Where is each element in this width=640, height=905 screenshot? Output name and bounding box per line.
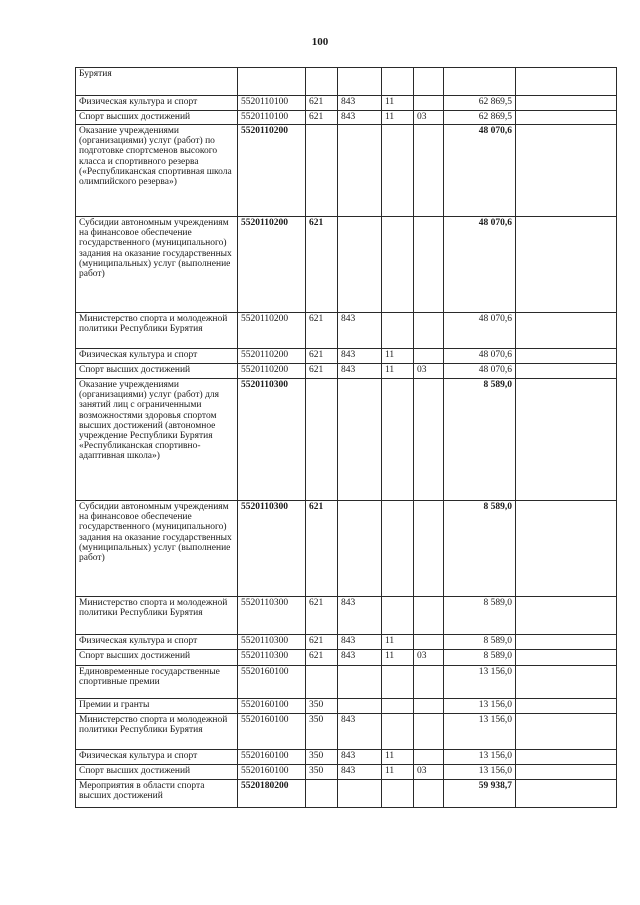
row-name-cell: Оказание учреждениями (организациями) услуг (работ) для занятий лиц с ограниченными возможностями здоровья спортом высших достижений (автономное учреждение Республики Бурятия «Республиканская спортивно-адаптивная школа»)	[76, 379, 238, 501]
amount-cell: 62 869,5	[444, 111, 516, 125]
expense-type-cell: 621	[306, 217, 338, 313]
section-cell	[382, 68, 414, 96]
target-article-cell: 5520110100	[238, 96, 306, 111]
ministry-code-cell	[338, 68, 382, 96]
ministry-code-cell: 843	[338, 597, 382, 635]
table-row	[76, 313, 617, 349]
section-cell	[382, 313, 414, 349]
amount-cell: 13 156,0	[444, 750, 516, 765]
subsection-cell	[414, 313, 444, 349]
ministry-code-cell: 843	[338, 349, 382, 364]
expense-type-cell: 350	[306, 765, 338, 780]
expense-type-cell: 350	[306, 714, 338, 750]
target-article-cell	[238, 68, 306, 96]
ministry-code-cell: 843	[338, 313, 382, 349]
ministry-code-cell: 843	[338, 750, 382, 765]
target-article-cell: 5520160100	[238, 765, 306, 780]
amount-cell: 48 070,6	[444, 364, 516, 379]
empty-cell	[516, 780, 617, 808]
amount-cell: 8 589,0	[444, 650, 516, 666]
table-row	[76, 635, 617, 650]
row-name-cell: Спорт высших достижений	[76, 765, 238, 780]
target-article-cell: 5520110200	[238, 349, 306, 364]
subsection-cell	[414, 217, 444, 313]
amount-cell: 48 070,6	[444, 125, 516, 217]
empty-cell	[516, 765, 617, 780]
subsection-cell	[414, 666, 444, 699]
subsection-cell: 03	[414, 364, 444, 379]
row-name-cell: Министерство спорта и молодежной политики Республики Бурятия	[76, 313, 238, 349]
section-cell	[382, 125, 414, 217]
table-row	[76, 125, 617, 217]
expense-type-cell: 621	[306, 96, 338, 111]
section-cell	[382, 666, 414, 699]
target-article-cell: 5520160100	[238, 699, 306, 714]
subsection-cell	[414, 501, 444, 597]
ministry-code-cell	[338, 780, 382, 808]
ministry-code-cell: 843	[338, 714, 382, 750]
subsection-cell	[414, 597, 444, 635]
empty-cell	[516, 96, 617, 111]
section-cell	[382, 780, 414, 808]
ministry-code-cell	[338, 501, 382, 597]
table-row	[76, 217, 617, 313]
section-cell	[382, 699, 414, 714]
section-cell: 11	[382, 765, 414, 780]
section-cell: 11	[382, 96, 414, 111]
empty-cell	[516, 313, 617, 349]
empty-cell	[516, 699, 617, 714]
row-name-cell: Бурятия	[76, 68, 238, 96]
expense-type-cell: 621	[306, 597, 338, 635]
subsection-cell: 03	[414, 650, 444, 666]
subsection-cell: 03	[414, 111, 444, 125]
section-cell: 11	[382, 349, 414, 364]
subsection-cell	[414, 714, 444, 750]
amount-cell: 8 589,0	[444, 635, 516, 650]
subsection-cell	[414, 379, 444, 501]
target-article-cell: 5520110300	[238, 635, 306, 650]
subsection-cell	[414, 349, 444, 364]
section-cell: 11	[382, 750, 414, 765]
row-name-cell: Физическая культура и спорт	[76, 750, 238, 765]
amount-cell: 13 156,0	[444, 666, 516, 699]
section-cell: 11	[382, 111, 414, 125]
target-article-cell: 5520110200	[238, 313, 306, 349]
row-name-cell: Премии и гранты	[76, 699, 238, 714]
empty-cell	[516, 68, 617, 96]
table-row	[76, 379, 617, 501]
empty-cell	[516, 714, 617, 750]
table-row	[76, 68, 617, 96]
empty-cell	[516, 125, 617, 217]
amount-cell: 13 156,0	[444, 765, 516, 780]
empty-cell	[516, 501, 617, 597]
expense-type-cell: 621	[306, 635, 338, 650]
row-name-cell: Физическая культура и спорт	[76, 96, 238, 111]
target-article-cell: 5520110300	[238, 379, 306, 501]
target-article-cell: 5520110100	[238, 111, 306, 125]
row-name-cell: Субсидии автономным учреждениям на финансовое обеспечение государственного (муниципального) задания на оказание государственных (муниципальных) услуг (выполнение работ)	[76, 217, 238, 313]
table-row	[76, 780, 617, 808]
expense-type-cell: 350	[306, 750, 338, 765]
expense-type-cell: 621	[306, 349, 338, 364]
subsection-cell	[414, 96, 444, 111]
row-name-cell: Министерство спорта и молодежной политики Республики Бурятия	[76, 597, 238, 635]
expense-type-cell: 350	[306, 699, 338, 714]
row-name-cell: Министерство спорта и молодежной политики Республики Бурятия	[76, 714, 238, 750]
target-article-cell: 5520110200	[238, 217, 306, 313]
target-article-cell: 5520180200	[238, 780, 306, 808]
table-row	[76, 666, 617, 699]
amount-cell: 48 070,6	[444, 217, 516, 313]
empty-cell	[516, 111, 617, 125]
empty-cell	[516, 750, 617, 765]
section-cell: 11	[382, 650, 414, 666]
table-row	[76, 364, 617, 379]
row-name-cell: Оказание учреждениями (организациями) услуг (работ) по подготовке спортсменов высокого класса и спортивного резерва («Республиканская спортивная школа олимпийского резерва»)	[76, 125, 238, 217]
amount-cell: 59 938,7	[444, 780, 516, 808]
row-name-cell: Мероприятия в области спорта высших достижений	[76, 780, 238, 808]
subsection-cell: 03	[414, 765, 444, 780]
ministry-code-cell	[338, 379, 382, 501]
expense-type-cell	[306, 379, 338, 501]
target-article-cell: 5520160100	[238, 714, 306, 750]
expense-type-cell	[306, 68, 338, 96]
target-article-cell: 5520110300	[238, 650, 306, 666]
subsection-cell	[414, 68, 444, 96]
ministry-code-cell: 843	[338, 364, 382, 379]
table-row	[76, 96, 617, 111]
subsection-cell	[414, 125, 444, 217]
section-cell	[382, 379, 414, 501]
section-cell	[382, 501, 414, 597]
ministry-code-cell: 843	[338, 111, 382, 125]
expense-type-cell	[306, 780, 338, 808]
target-article-cell: 5520110200	[238, 364, 306, 379]
expense-type-cell: 621	[306, 111, 338, 125]
ministry-code-cell	[338, 699, 382, 714]
amount-cell: 62 869,5	[444, 96, 516, 111]
ministry-code-cell	[338, 217, 382, 313]
ministry-code-cell: 843	[338, 765, 382, 780]
section-cell: 11	[382, 364, 414, 379]
empty-cell	[516, 597, 617, 635]
table-row	[76, 699, 617, 714]
table-row	[76, 501, 617, 597]
table-row	[76, 650, 617, 666]
section-cell	[382, 597, 414, 635]
amount-cell: 8 589,0	[444, 379, 516, 501]
table-row	[76, 750, 617, 765]
target-article-cell: 5520160100	[238, 666, 306, 699]
row-name-cell: Физическая культура и спорт	[76, 349, 238, 364]
table-row	[76, 765, 617, 780]
section-cell	[382, 714, 414, 750]
empty-cell	[516, 635, 617, 650]
subsection-cell	[414, 780, 444, 808]
empty-cell	[516, 217, 617, 313]
row-name-cell: Единовременные государственные спортивные премии	[76, 666, 238, 699]
empty-cell	[516, 364, 617, 379]
section-cell	[382, 217, 414, 313]
amount-cell: 13 156,0	[444, 699, 516, 714]
table-row	[76, 349, 617, 364]
row-name-cell: Спорт высших достижений	[76, 364, 238, 379]
expense-type-cell: 621	[306, 364, 338, 379]
row-name-cell: Спорт высших достижений	[76, 111, 238, 125]
ministry-code-cell	[338, 125, 382, 217]
table-body	[76, 68, 617, 808]
expense-type-cell	[306, 125, 338, 217]
empty-cell	[516, 650, 617, 666]
amount-cell: 8 589,0	[444, 501, 516, 597]
ministry-code-cell: 843	[338, 96, 382, 111]
row-name-cell: Субсидии автономным учреждениям на финансовое обеспечение государственного (муниципального) задания на оказание государственных (муниципальных) услуг (выполнение работ)	[76, 501, 238, 597]
amount-cell: 48 070,6	[444, 313, 516, 349]
budget-table	[75, 67, 617, 808]
amount-cell: 48 070,6	[444, 349, 516, 364]
table-row	[76, 597, 617, 635]
row-name-cell: Спорт высших достижений	[76, 650, 238, 666]
target-article-cell: 5520110300	[238, 501, 306, 597]
ministry-code-cell	[338, 666, 382, 699]
target-article-cell: 5520160100	[238, 750, 306, 765]
empty-cell	[516, 379, 617, 501]
amount-cell	[444, 68, 516, 96]
empty-cell	[516, 349, 617, 364]
ministry-code-cell: 843	[338, 635, 382, 650]
expense-type-cell: 621	[306, 501, 338, 597]
page-number: 100	[311, 36, 329, 48]
amount-cell: 13 156,0	[444, 714, 516, 750]
table-row	[76, 714, 617, 750]
target-article-cell: 5520110300	[238, 597, 306, 635]
expense-type-cell	[306, 666, 338, 699]
expense-type-cell: 621	[306, 313, 338, 349]
row-name-cell: Физическая культура и спорт	[76, 635, 238, 650]
empty-cell	[516, 666, 617, 699]
subsection-cell	[414, 750, 444, 765]
subsection-cell	[414, 699, 444, 714]
amount-cell: 8 589,0	[444, 597, 516, 635]
target-article-cell: 5520110200	[238, 125, 306, 217]
section-cell: 11	[382, 635, 414, 650]
ministry-code-cell: 843	[338, 650, 382, 666]
expense-type-cell: 621	[306, 650, 338, 666]
table-row	[76, 111, 617, 125]
subsection-cell	[414, 635, 444, 650]
